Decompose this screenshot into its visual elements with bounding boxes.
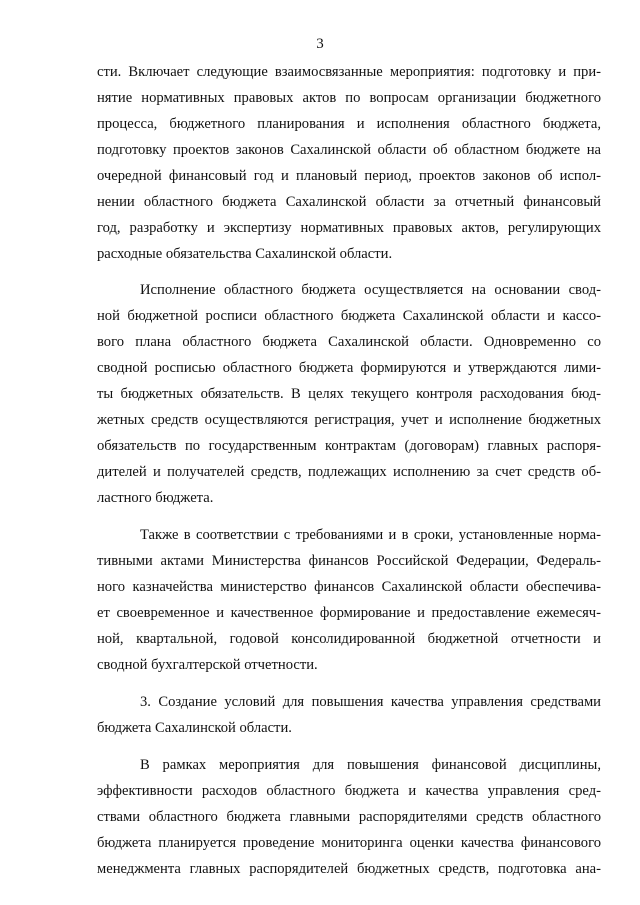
text-line: дителей и получателей средств, подлежащих исполнению за счет средств об-	[97, 464, 601, 480]
text-line: Исполнение областного бюджета осуществляется на основании свод-	[140, 282, 601, 298]
paragraph-4	[97, 689, 601, 741]
text-line: нении областного бюджета Сахалинской области за отчетный финансовый	[97, 194, 601, 210]
text-line: 3. Создание условий для повышения качества управления средствами	[140, 694, 601, 710]
text-line: расходные обязательства Сахалинской области.	[97, 246, 393, 262]
text-line: ластного бюджета.	[97, 490, 214, 506]
text-line: год, разработку и экспертизу нормативных правовых актов, регулирующих	[97, 220, 601, 236]
text-line: ного казначейства министерство финансов Сахалинской области обеспечива-	[97, 579, 601, 595]
text-line: ной, квартальной, годовой консолидированной бюджетной отчетности и	[97, 631, 601, 647]
text-line: сводной росписью областного бюджета формируются и утверждаются лими-	[97, 360, 601, 376]
text-line: тивными актами Министерства финансов Российской Федерации, Федераль-	[97, 553, 601, 569]
text-line: сти. Включает следующие взаимосвязанные мероприятия: подготовку и при-	[97, 64, 601, 80]
document-body	[97, 59, 601, 882]
paragraph-3	[97, 522, 601, 678]
text-line: ной бюджетной росписи областного бюджета Сахалинской области и кассо-	[97, 308, 601, 324]
text-line: бюджета планируется проведение мониторинга оценки качества финансового	[97, 835, 601, 851]
paragraph-1	[97, 59, 601, 267]
text-line: ты бюджетных обязательств. В целях текущего контроля расходования бюд-	[97, 386, 601, 402]
text-line: Также в соответствии с требованиями и в сроки, установленные норма-	[140, 527, 601, 543]
text-line: нятие нормативных правовых актов по вопросам организации бюджетного	[97, 90, 601, 106]
text-line: очередной финансовый год и плановый период, проектов законов об испол-	[97, 168, 601, 184]
text-line: ет своевременное и качественное формирование и предоставление ежемесяч-	[97, 605, 601, 621]
text-line: бюджета Сахалинской области.	[97, 720, 292, 736]
page-number: 3	[316, 36, 324, 52]
text-line: сводной бухгалтерской отчетности.	[97, 657, 318, 673]
text-line: В рамках мероприятия для повышения финансовой дисциплины,	[140, 757, 601, 773]
paragraph-2	[97, 277, 601, 511]
text-line: обязательств по государственным контрактам (договорам) главных распоря-	[97, 438, 601, 454]
text-line: эффективности расходов областного бюджета и качества управления сред-	[97, 783, 601, 799]
paragraph-5	[97, 752, 601, 882]
text-line: подготовку проектов законов Сахалинской области об областном бюджете на	[97, 142, 601, 158]
text-line: ствами областного бюджета главными распорядителями средств областного	[97, 809, 601, 825]
text-line: жетных средств осуществляются регистрация, учет и исполнение бюджетных	[97, 412, 601, 428]
text-line: процесса, бюджетного планирования и исполнения областного бюджета,	[97, 116, 601, 132]
text-line: менеджмента главных распорядителей бюджетных средств, подготовка ана-	[97, 861, 601, 877]
text-line: вого плана областного бюджета Сахалинской области. Одновременно со	[97, 334, 601, 350]
